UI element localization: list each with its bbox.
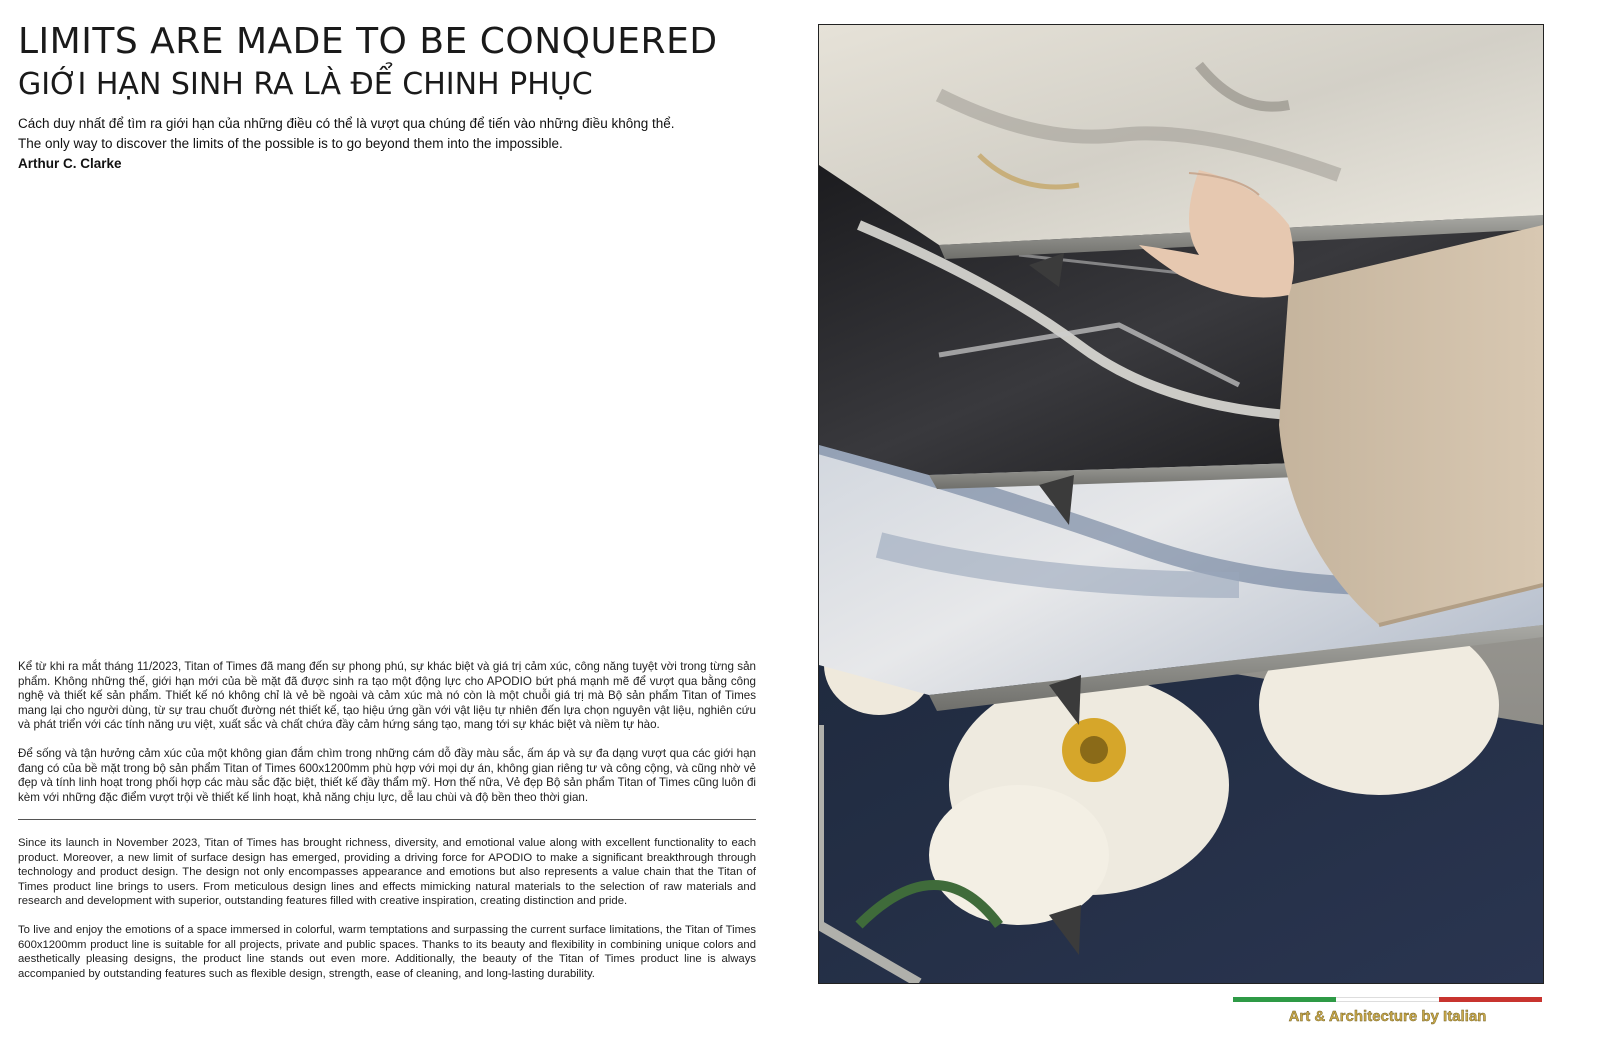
quote-vi: Cách duy nhất để tìm ra giới hạn của những điều có thể là vượt qua chúng để tiến vào những điều không thể.	[18, 116, 675, 131]
flag-white-stripe	[1336, 997, 1439, 1002]
flag-red-stripe	[1439, 997, 1542, 1002]
flag-green-stripe	[1233, 997, 1336, 1002]
product-photo	[818, 24, 1544, 984]
italian-flag-bar	[1233, 997, 1542, 1002]
body-vi-paragraph-2: Để sống và tận hưởng cảm xúc của một không gian đắm chìm trong những cám dỗ đầy màu sắc, ấm áp và sự đa dạng vượt qua các giới hạn đang có của bề mặt trong bộ sản phẩm Titan of Times 600x1200mm phù hợp với mọi dự án, không gian riêng tư và công cộng, và cũng nhờ vẻ đẹp và tính linh hoạt trong phối hợp các màu sắc đặc biệt, thiết kế đầy thẩm mỹ. Hơn thế nữa, Vẻ đẹp Bộ sản phẩm Titan of Times cũng luôn đi kèm với những đặc điểm vượt trội về thiết kế linh hoạt, khả năng chịu lực, dễ lau chùi và độ bền theo thời gian.	[18, 746, 756, 804]
quote-en: The only way to discover the limits of the possible is to go beyond them into the impossible.	[18, 136, 563, 151]
brand-tagline: Art & Architecture by Italian	[1288, 1008, 1487, 1025]
body-en-paragraph-2: To live and enjoy the emotions of a space immersed in colorful, warm temptations and surpassing the current surface limitations, the Titan of Times 600x1200mm product line is suitable for all projects, private and public spaces. Thanks to its beauty and flexibility in combining unique colors and aesthetically pleasing designs, the product line stands out even more. Additionally, the beauty of the Titan of Times product line is always accompanied by outstanding features such as flexible design, strength, ease of cleaning, and long-lasting durability.	[18, 923, 756, 980]
body-en-paragraph-1: Since its launch in November 2023, Titan of Times has brought richness, diversity, and emotional value along with excellent functionality to each product. Moreover, a new limit of surface design has emerged, providing a driving force for APODIO to make a significant breakthrough through technology and product design. The design not only encompasses appearance and emotions but also represents a value chain that the Titan of Times product line brings to users. From meticulous design lines and effects mimicking natural materials to the selection of raw materials and research and development with superior, outstanding features filled with creative inspiration, creating distinction and pride.	[18, 837, 756, 908]
page-title: LIMITS ARE MADE TO BE CONQUERED	[18, 21, 718, 62]
quote-block	[18, 114, 675, 174]
body-vietnamese	[18, 660, 756, 819]
quote-author: Arthur C. Clarke	[18, 156, 122, 171]
text-column	[18, 0, 758, 1059]
page-subtitle-vi: GIỚI HẠN SINH RA LÀ ĐỂ CHINH PHỤC	[18, 67, 593, 102]
body-english	[18, 836, 756, 995]
body-vi-paragraph-1: Kể từ khi ra mắt tháng 11/2023, Titan of Times đã mang đến sự phong phú, sự khác biệt và giá trị cảm xúc, công năng tuyệt vời trong từng sản phẩm. Không những thế, giới hạn mới của bề mặt đã được sinh ra tạo một động lực cho APODIO bứt phá mạnh mẽ để vượt qua bằng công nghệ và thiết kế sản phẩm. Thiết kế nó không chỉ là vẻ bề ngoài và cảm xúc mà nó còn là một chuỗi giá trị mà Bộ sản phẩm Titan of Times mang lại cho người dùng, từ sự trau chuốt đường nét thiết kế, tạo hiệu ứng gần với vật liệu tự nhiên đến lựa chọn nguyên vật liệu, nghiên cứu và phát triển với các tính năng ưu việt, xuất sắc và chất chứa đầy cảm hứng sáng tạo, mang tới sự khác biệt và niềm tự hào.	[18, 660, 756, 732]
section-divider	[18, 819, 756, 820]
